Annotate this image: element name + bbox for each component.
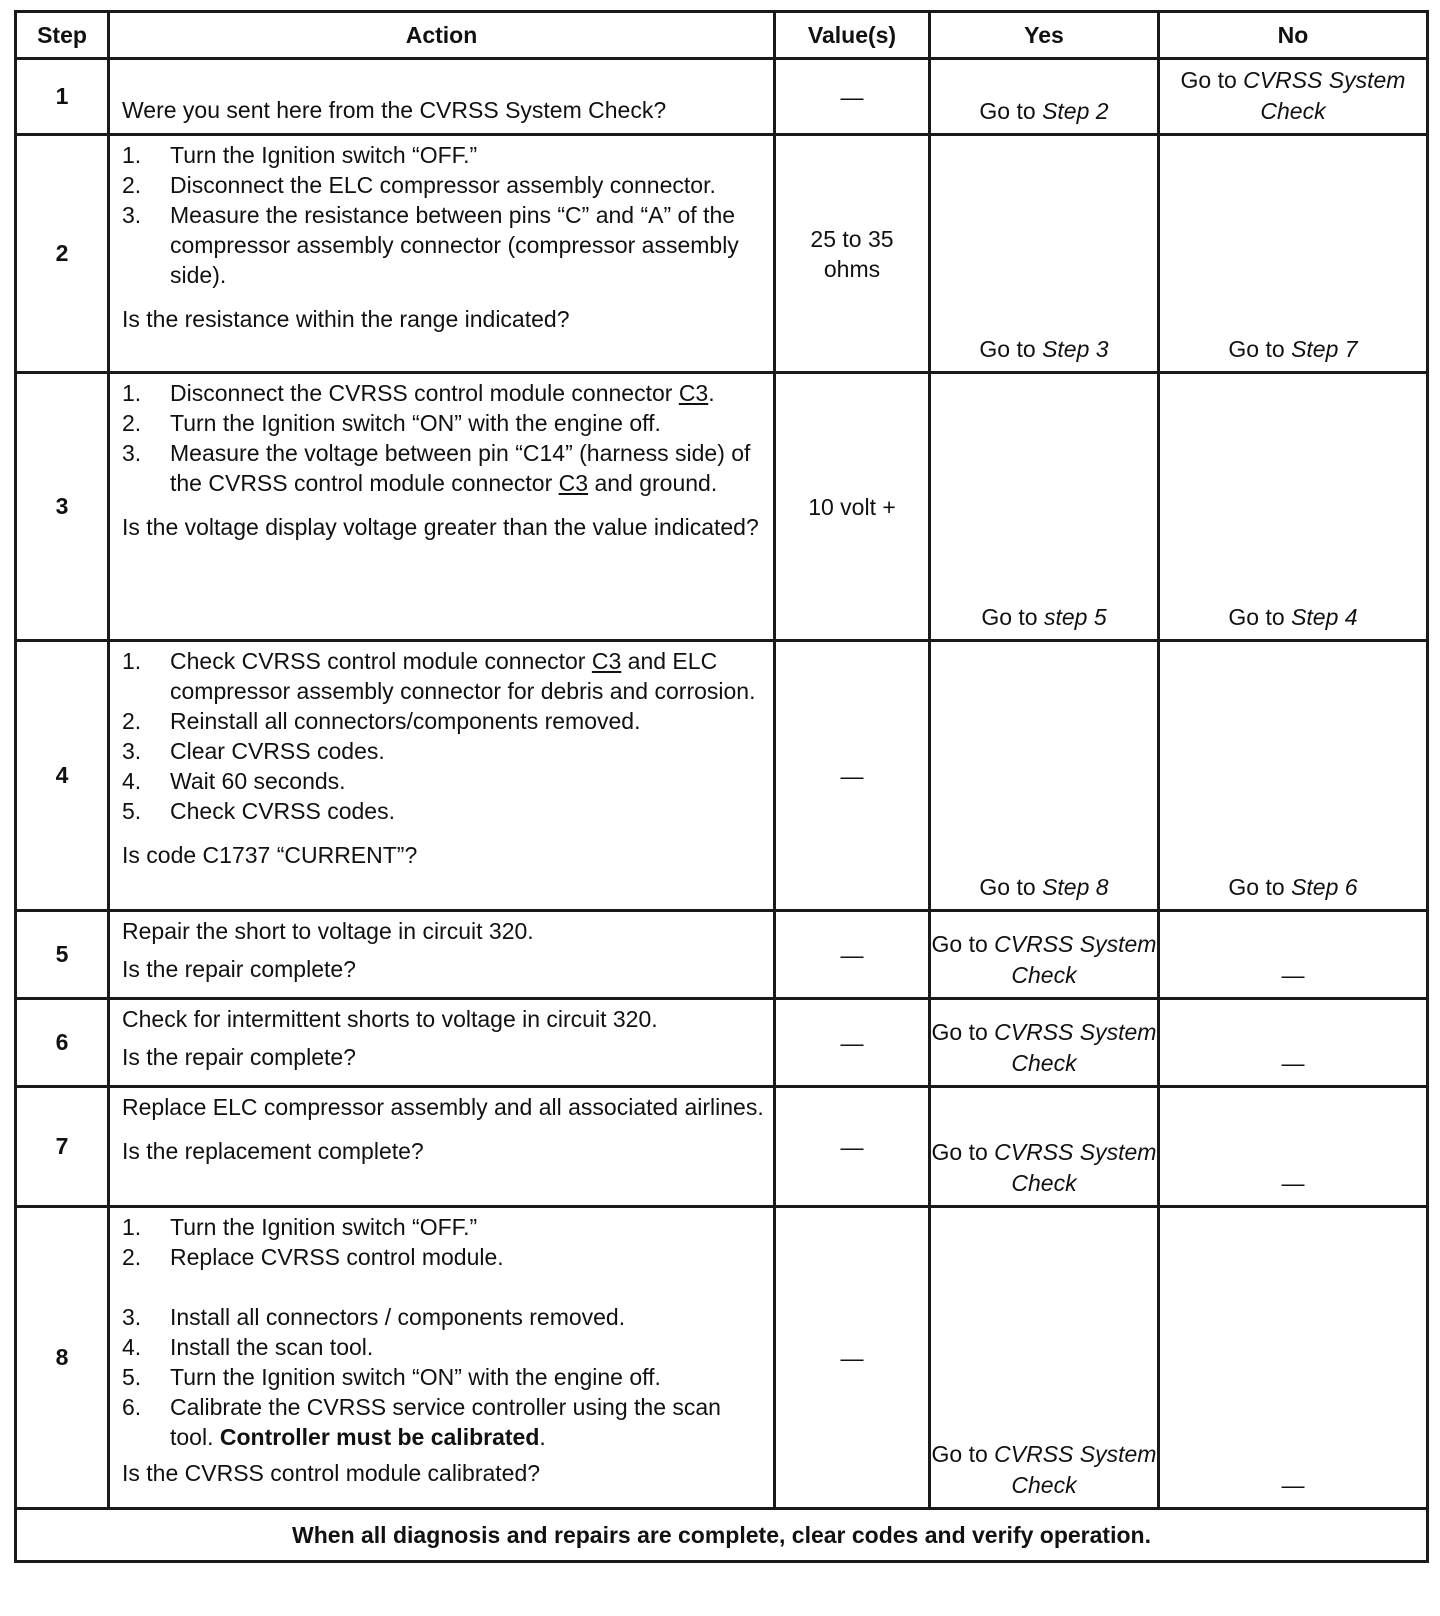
list-item (122, 1242, 765, 1272)
no-cell (1159, 641, 1428, 911)
procedure-list (122, 1212, 765, 1452)
value-cell: — (775, 1087, 930, 1207)
action-cell (109, 135, 775, 373)
step-number: 4 (16, 641, 109, 911)
item-number: 1. (122, 648, 142, 674)
yes-prefix: Go to (981, 604, 1044, 630)
no-cell (1159, 135, 1428, 373)
action-cell (109, 1207, 775, 1509)
item-number: 1. (122, 1214, 142, 1240)
item-number: 4. (122, 1334, 142, 1360)
item-number: 1. (122, 380, 142, 406)
action-text: Replace ELC compressor assembly and all associated airlines. (122, 1094, 764, 1120)
no-link[interactable]: Step 6 (1291, 874, 1358, 900)
header-row (16, 12, 1428, 59)
item-number: 5. (122, 1364, 142, 1390)
yes-link[interactable]: Step 8 (1042, 874, 1109, 900)
table-row-step-8 (16, 1207, 1428, 1509)
item-text: Replace CVRSS control module. (170, 1244, 504, 1270)
no-cell: — (1159, 999, 1428, 1087)
no-prefix: Go to (1228, 874, 1292, 900)
connector-ref: C3 (678, 380, 709, 406)
step-number: 2 (16, 135, 109, 373)
item-number: 6. (122, 1394, 142, 1420)
step-number: 6 (16, 999, 109, 1087)
yes-cell (930, 135, 1159, 373)
list-item (122, 1362, 765, 1392)
item-number: 5. (122, 798, 142, 824)
yes-link[interactable]: CVRSS System Check (994, 1139, 1157, 1196)
yes-cell (930, 641, 1159, 911)
yes-cell (930, 1207, 1159, 1509)
item-number: 3. (122, 202, 142, 228)
item-text: Install all connectors / components removed. (170, 1304, 626, 1330)
list-item (122, 796, 765, 826)
question-text: Is the CVRSS control module calibrated? (122, 1460, 541, 1486)
no-prefix: Go to (1228, 604, 1292, 630)
list-item (122, 170, 765, 200)
yes-link[interactable]: CVRSS System Check (994, 1019, 1157, 1076)
table-row-step-7 (16, 1087, 1428, 1207)
item-text: Install the scan tool. (170, 1334, 374, 1360)
list-item (122, 1212, 765, 1242)
action-cell (109, 59, 775, 135)
yes-link[interactable]: Step 3 (1042, 336, 1109, 362)
action-text: Repair the short to voltage in circuit 320. (122, 918, 534, 944)
value-cell: — (775, 911, 930, 999)
action-cell (109, 373, 775, 641)
list-item (122, 706, 765, 736)
connector-ref: C3 (591, 648, 622, 674)
yes-prefix: Go to (979, 98, 1043, 124)
table-row-step-4 (16, 641, 1428, 911)
diagnostic-table (14, 10, 1429, 1563)
question-text: Is the replacement complete? (122, 1138, 424, 1164)
item-number: 2. (122, 708, 142, 734)
list-item (122, 378, 765, 408)
no-cell (1159, 59, 1428, 135)
item-number: 3. (122, 440, 142, 466)
header-values: Value(s) (775, 12, 930, 59)
list-item (122, 766, 765, 796)
value-cell: — (775, 641, 930, 911)
item-text: Turn the Ignition switch “ON” with the engine off. (170, 1364, 661, 1390)
action-text: Check for intermittent shorts to voltage in circuit 320. (122, 1006, 658, 1032)
step-number: 5 (16, 911, 109, 999)
step-number: 8 (16, 1207, 109, 1509)
connector-ref: C3 (558, 470, 589, 496)
yes-cell (930, 373, 1159, 641)
header-action: Action (109, 12, 775, 59)
no-link[interactable]: Step 7 (1291, 336, 1358, 362)
action-cell (109, 911, 775, 999)
value-text: 25 to 35 ohms (810, 225, 894, 282)
list-item (122, 438, 765, 498)
list-item (122, 736, 765, 766)
no-cell: — (1159, 911, 1428, 999)
item-text: Reinstall all connectors/components removed. (170, 708, 641, 734)
item-text: Measure the resistance between pins “C” and “A” of the compressor assembly connector (compressor assembly side). (170, 202, 739, 288)
yes-cell (930, 1087, 1159, 1207)
yes-prefix: Go to (931, 931, 995, 957)
list-item (122, 140, 765, 170)
value-cell (775, 135, 930, 373)
item-text: Check CVRSS codes. (170, 798, 395, 824)
procedure-list (122, 378, 765, 498)
question-text: Is the voltage display voltage greater than the value indicated? (122, 514, 759, 540)
question-text: Is the resistance within the range indicated? (122, 306, 570, 332)
yes-prefix: Go to (931, 1139, 995, 1165)
item-number: 3. (122, 738, 142, 764)
item-number: 2. (122, 1244, 142, 1270)
table-row-step-1 (16, 59, 1428, 135)
value-cell: — (775, 59, 930, 135)
table-row-step-6 (16, 999, 1428, 1087)
value-cell: — (775, 999, 930, 1087)
header-step: Step (16, 12, 109, 59)
yes-cell (930, 999, 1159, 1087)
question-text: Is the repair complete? (122, 1044, 356, 1070)
yes-prefix: Go to (979, 336, 1043, 362)
no-link[interactable]: CVRSS System Check (1243, 67, 1406, 124)
footer-row (16, 1509, 1428, 1562)
yes-link[interactable]: Step 2 (1042, 98, 1109, 124)
item-text: Disconnect the CVRSS control module connector C3. (170, 380, 715, 406)
footer-note: When all diagnosis and repairs are complete, clear codes and verify operation. (16, 1509, 1428, 1562)
no-prefix: Go to (1180, 67, 1244, 93)
item-number: 2. (122, 410, 142, 436)
no-cell: — (1159, 1087, 1428, 1207)
yes-prefix: Go to (979, 874, 1043, 900)
value-cell: 10 volt + (775, 373, 930, 641)
question-text: Is code C1737 “CURRENT”? (122, 842, 418, 868)
question-text: Is the repair complete? (122, 956, 356, 982)
step-number: 3 (16, 373, 109, 641)
item-text: Measure the voltage between pin “C14” (harness side) of the CVRSS control module connector C3 and ground. (170, 440, 751, 496)
action-cell (109, 999, 775, 1087)
yes-prefix: Go to (931, 1441, 995, 1467)
yes-link[interactable]: CVRSS System Check (994, 1441, 1157, 1498)
procedure-list (122, 140, 765, 290)
no-link[interactable]: Step 4 (1291, 604, 1358, 630)
item-number: 2. (122, 172, 142, 198)
table-row-step-5 (16, 911, 1428, 999)
table-row-step-2 (16, 135, 1428, 373)
procedure-list (122, 646, 765, 826)
item-text: Wait 60 seconds. (170, 768, 346, 794)
header-yes: Yes (930, 12, 1159, 59)
list-spacer (122, 1272, 765, 1302)
header-no: No (1159, 12, 1428, 59)
action-cell (109, 641, 775, 911)
no-prefix: Go to (1228, 336, 1292, 362)
item-text: Disconnect the ELC compressor assembly connector. (170, 172, 716, 198)
item-number: 3. (122, 1304, 142, 1330)
yes-prefix: Go to (931, 1019, 995, 1045)
item-text: Calibrate the CVRSS service controller using the scan tool. Controller must be calibrated. (170, 1394, 721, 1450)
list-item (122, 200, 765, 290)
list-item (122, 1302, 765, 1332)
no-cell: — (1159, 1207, 1428, 1509)
action-cell (109, 1087, 775, 1207)
item-number: 4. (122, 768, 142, 794)
yes-cell (930, 59, 1159, 135)
item-text: Turn the Ignition switch “ON” with the engine off. (170, 410, 661, 436)
list-item (122, 408, 765, 438)
emphasis-text: Controller must be calibrated (219, 1424, 540, 1450)
item-text: Turn the Ignition switch “OFF.” (170, 1214, 478, 1240)
step-number: 7 (16, 1087, 109, 1207)
yes-link[interactable]: step 5 (1044, 604, 1107, 630)
list-item (122, 1332, 765, 1362)
yes-cell (930, 911, 1159, 999)
value-cell: — (775, 1207, 930, 1509)
item-number: 1. (122, 142, 142, 168)
list-item (122, 1392, 765, 1452)
item-text: Check CVRSS control module connector C3 and ELC compressor assembly connector for debris and corrosion. (170, 648, 756, 704)
item-text: Clear CVRSS codes. (170, 738, 385, 764)
no-cell (1159, 373, 1428, 641)
step-number: 1 (16, 59, 109, 135)
question-text: Were you sent here from the CVRSS System Check? (122, 97, 667, 123)
item-text: Turn the Ignition switch “OFF.” (170, 142, 478, 168)
yes-link[interactable]: CVRSS System Check (994, 931, 1157, 988)
table-row-step-3 (16, 373, 1428, 641)
list-item (122, 646, 765, 706)
